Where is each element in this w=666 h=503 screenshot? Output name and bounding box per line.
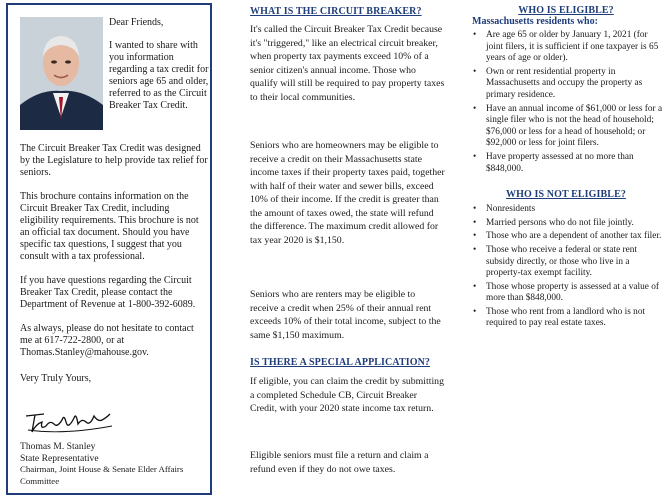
eligible-subheading: Massachusetts residents who: <box>472 16 598 27</box>
list-item: • Those who are a dependent of another tax filer. <box>486 231 666 243</box>
greeting: Dear Friends, <box>109 17 164 28</box>
list-item: • Those who rent from a landlord who is not required to pay real estate taxes. <box>486 307 666 330</box>
letter-paragraph: The Circuit Breaker Tax Credit was designed by the Legislature to help provide tax relief for seniors. <box>20 143 208 178</box>
list-item: • Have an annual income of $61,000 or less for a single filer who is not the head of household; $76,000 or less for a head of household; or $92,000 or less for joint filers. <box>486 104 666 150</box>
list-item: • Are age 65 or older by January 1, 2021 (for joint filers, it is sufficient if one taxpayer is 65 years of age or older). <box>486 30 666 65</box>
not-eligible-heading: WHO IS NOT ELIGIBLE? <box>506 189 626 201</box>
letter-paragraph: If you have questions regarding the Circuit Breaker Tax Credit, please contact the Department of Revenue at 1-800-392-6089. <box>20 275 196 310</box>
letter-panel <box>6 3 212 495</box>
signature <box>24 408 114 436</box>
not-eligible-list <box>466 204 666 330</box>
renter-paragraph: Seniors who are renters may be eligible to receive a credit when 25% of their annual rent exceeds 10% of their total income, subject to the same $1,150 maximum. <box>250 289 441 341</box>
signer-name: Thomas M. Stanley <box>20 441 96 452</box>
list-item: • Those whose property is assessed at a value of more than $848,000. <box>486 282 666 305</box>
list-item: • Nonresidents <box>486 204 666 216</box>
eligible-heading: WHO IS ELIGIBLE? <box>518 5 614 16</box>
special-paragraph-2: Eligible seniors must file a return and claim a refund even if they do not owe taxes. <box>250 450 429 475</box>
intro-text: I wanted to share with you information regarding a tax credit for seniors age 65 and older, referred to as the Circuit Breaker Tax Credit. <box>109 40 209 111</box>
what-panel <box>244 0 444 503</box>
signer-committee: Chairman, Joint House & Senate Elder Affairs Committee <box>20 464 184 486</box>
list-item: • Own or rent residential property in Massachusetts and occupy the property as primary residence. <box>486 67 666 102</box>
representative-photo <box>20 17 103 130</box>
letter-paragraph: This brochure contains information on the Circuit Breaker Tax Credit, including eligibility requirements. This brochure is not an official tax document. Should you have specific tax questions, I suggest that you consult with a tax professional. <box>20 191 199 262</box>
signer-role: State Representative <box>20 452 99 464</box>
eligible-list <box>466 30 666 175</box>
what-paragraph: It's called the Circuit Breaker Tax Credit because it's "triggered," like an electrical circuit breaker, when property tax payments exceed 10% of a senior citizen's annual income. Those who qualify will still be required to pay property taxes to their local communities. <box>250 24 445 103</box>
list-item: • Married persons who do not file jointly. <box>486 218 666 230</box>
special-paragraph: If eligible, you can claim the credit by submitting a completed Schedule CB, Circuit Breaker Credit, with your 2020 state income tax return. <box>250 376 444 414</box>
letter-paragraph: As always, please do not hesitate to contact me at 617-722-2800, or at Thomas.Stanley@mahouse.gov. <box>20 323 194 358</box>
closing: Very Truly Yours, <box>20 373 92 384</box>
list-item: • Have property assessed at no more than $848,000. <box>486 152 666 175</box>
eligibility-panel <box>466 0 666 503</box>
homeowner-paragraph: Seniors who are homeowners may be eligible to receive a credit on their Massachusetts state income taxes if their property taxes paid, together with half of their water and sewer bills, exceed 10% of their income. If the credit is greater than the amount of taxes owed, the state will refund the difference. The maximum credit allowed for tax year 2020 is $1,150. <box>250 140 445 246</box>
special-heading: IS THERE A SPECIAL APPLICATION? <box>250 357 431 368</box>
what-heading: WHAT IS THE CIRCUIT BREAKER? <box>250 6 422 17</box>
list-item: • Those who receive a federal or state rent subsidy directly, or those who live in a property-tax exempt facility. <box>486 245 666 280</box>
